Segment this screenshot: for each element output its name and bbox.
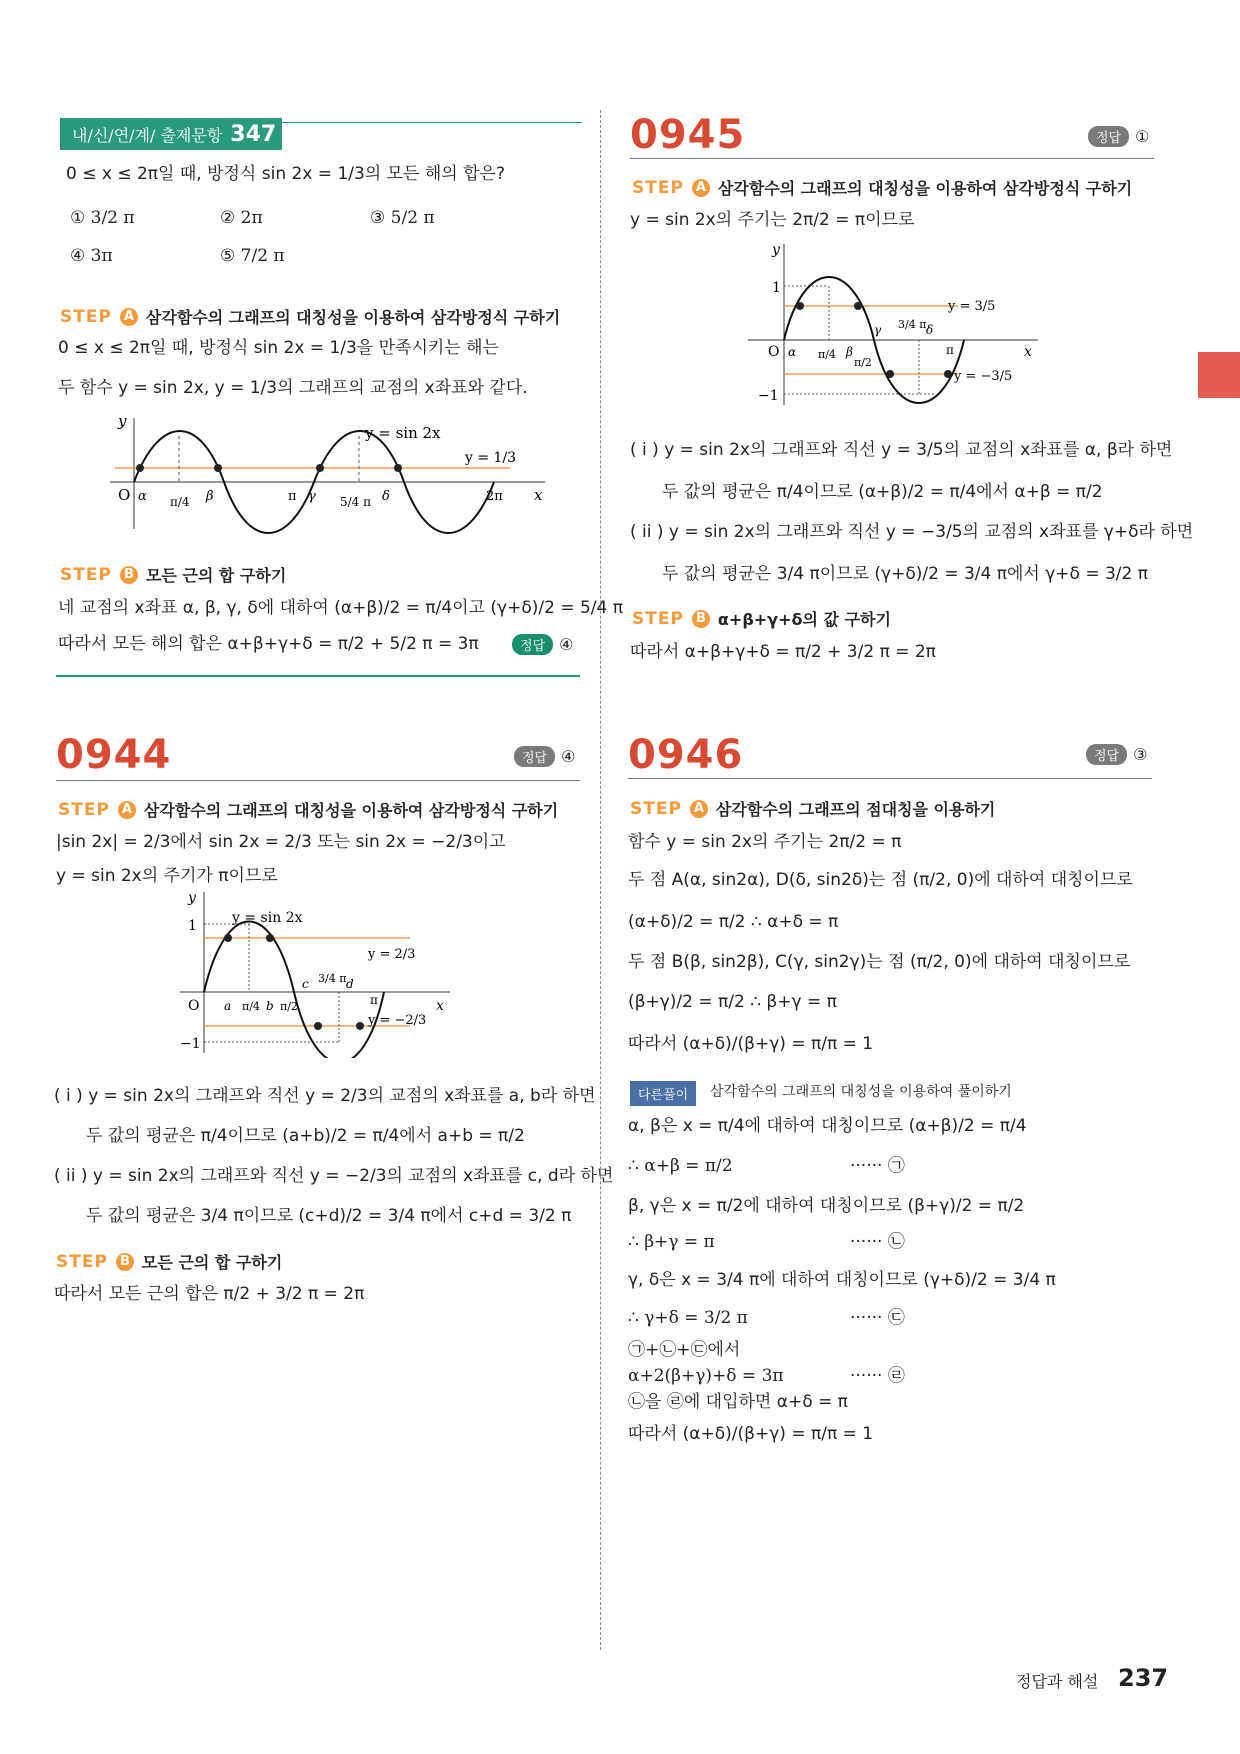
p0945-line6: 따라서 α+β+γ+δ = π/2 + 3/2 π = 2π (630, 642, 936, 662)
choice-2: ② 2π (220, 208, 263, 228)
stepA-0945 (632, 176, 1132, 199)
stepA-0944 (58, 798, 558, 821)
lower-label: y = −3/5 (954, 369, 1013, 384)
tick-pi4: π/4 (242, 1000, 260, 1013)
answer-value: ③ (1133, 745, 1148, 764)
point-gamma (886, 370, 894, 378)
point-b (266, 934, 274, 942)
step-letter: A (690, 800, 708, 818)
choice-3: ③ 5/2 π (370, 208, 435, 228)
left-line4: 따라서 모든 해의 합은 α+β+γ+δ = π/2 + 5/2 π = 3π (58, 634, 479, 654)
alt-solution-tag: 다른풀이 (630, 1081, 696, 1106)
p0944-line2: y = sin 2x의 주기가 π이므로 (56, 866, 278, 886)
step-letter: B (120, 566, 138, 584)
step-letter: B (116, 1253, 134, 1271)
point-a (224, 934, 232, 942)
tick-pi: π (288, 489, 297, 504)
tick-gamma: γ (874, 323, 882, 337)
alt-line9: ㉡을 ㉣에 대입하면 α+δ = π (628, 1392, 848, 1412)
tick-pi4: π/4 (818, 348, 836, 361)
tick-pi: π (946, 343, 954, 357)
rule-0944 (56, 780, 580, 781)
answer-0945 (1088, 126, 1149, 147)
left-stepA (60, 305, 560, 328)
x-label: x (436, 998, 444, 1014)
choice-5: ⑤ 7/2 π (220, 246, 285, 266)
bottom-label: −1 (180, 1036, 201, 1052)
graph-0944 (180, 888, 460, 1058)
header-number: 347 (230, 121, 277, 147)
p0944-line7: 따라서 모든 근의 합은 π/2 + 3/2 π = 2π (54, 1284, 365, 1304)
step-title: 삼각함수의 그래프의 대칭성을 이용하여 삼각방정식 구하기 (145, 308, 561, 327)
step-title: 모든 근의 합 구하기 (145, 566, 287, 585)
answer-badge: 정답 (514, 746, 555, 767)
step-label: STEP (56, 1251, 108, 1272)
answer-value: ④ (559, 635, 574, 654)
step-title: 삼각함수의 그래프의 대칭성을 이용하여 삼각방정식 구하기 (717, 179, 1133, 198)
y-label: y (118, 414, 127, 430)
alt-line4: ∴ β+γ = π (628, 1232, 715, 1252)
p0946-line3: (α+δ)/2 = π/2 ∴ α+δ = π (628, 912, 839, 932)
point-delta (944, 370, 952, 378)
alt-line2: ∴ α+β = π/2 (628, 1156, 733, 1176)
p0945-line1: y = sin 2x의 주기는 2π/2 = π이므로 (630, 210, 915, 230)
header-banner (60, 118, 282, 150)
alt-solution-title: 삼각함수의 그래프의 대칭성을 이용하여 풀이하기 (710, 1084, 1012, 1100)
tick-beta: β (206, 489, 214, 504)
point-beta (854, 302, 862, 310)
footer-page-number: 237 (1118, 1664, 1169, 1692)
problem-number-0946: 0946 (628, 732, 744, 778)
y-label: y (772, 242, 780, 258)
bottom-label: −1 (758, 388, 779, 404)
p0946-line6: 따라서 (α+δ)/(β+γ) = π/π = 1 (628, 1034, 874, 1054)
left-line3: 네 교점의 x좌표 α, β, γ, δ에 대하여 (α+β)/2 = π/4이고 (γ+δ)/2 = 5/4 π (58, 598, 623, 618)
footer-label: 정답과 해설 (1016, 1672, 1099, 1691)
p0946-line2: 두 점 A(α, sin2α), D(δ, sin2δ)는 점 (π/2, 0)에 대하여 대칭이므로 (628, 870, 1133, 890)
lower-label: y = −2/3 (368, 1013, 427, 1028)
p0944-line3: ( i ) y = sin 2x의 그래프와 직선 y = 2/3의 교점의 x좌표를 a, b라 하면 (54, 1086, 596, 1106)
alt-line7: ㉠+㉡+㉢에서 (628, 1340, 741, 1360)
tick-3pi4: 3/4 π (318, 972, 347, 985)
left-stepB (60, 563, 286, 586)
answer-badge: 정답 (1088, 126, 1129, 147)
origin-label: O (188, 998, 200, 1014)
point-delta (394, 464, 402, 472)
tick-2pi: 2π (486, 489, 503, 504)
tick-alpha: α (138, 489, 147, 504)
upper-label: y = 2/3 (368, 947, 416, 962)
p0945-line5: 두 값의 평균은 3/4 π이므로 (γ+δ)/2 = 3/4 π에서 γ+δ = 3/2 π (662, 564, 1148, 584)
chapter-side-tab (1198, 352, 1240, 398)
origin-label: O (768, 344, 780, 360)
upper-label: y = 3/5 (948, 299, 996, 314)
top-label: 1 (188, 918, 197, 934)
tick-c: c (302, 977, 309, 991)
point-alpha (136, 464, 144, 472)
point-beta (214, 464, 222, 472)
alt-line1: α, β은 x = π/4에 대하여 대칭이므로 (α+β)/2 = π/4 (628, 1116, 1027, 1136)
p0946-line4: 두 점 B(β, sin2β), C(γ, sin2γ)는 점 (π/2, 0)에 대하여 대칭이므로 (628, 952, 1131, 972)
step-label: STEP (632, 608, 684, 629)
point-c (314, 1022, 322, 1030)
column-divider (600, 110, 601, 1650)
tick-b: b (266, 999, 274, 1013)
p0946-line1: 함수 y = sin 2x의 주기는 2π/2 = π (628, 832, 902, 852)
alt-line3: β, γ은 x = π/2에 대하여 대칭이므로 (β+γ)/2 = π/2 (628, 1196, 1025, 1216)
tick-pi2: π/2 (854, 356, 872, 369)
alt-line8: α+2(β+γ)+δ = 3π (628, 1366, 784, 1386)
point-alpha (796, 302, 804, 310)
left-line1: 0 ≤ x ≤ 2π일 때, 방정식 sin 2x = 1/3을 만족시키는 해는 (58, 338, 499, 358)
p0944-line5: ( ii ) y = sin 2x의 그래프와 직선 y = −2/3의 교점의 x좌표를 c, d라 하면 (54, 1166, 614, 1186)
graph-0945 (748, 240, 1048, 410)
origin-label: O (118, 486, 131, 504)
curve-label: y = sin 2x (232, 910, 303, 926)
tick-delta: δ (382, 489, 390, 504)
p0944-line4: 두 값의 평균은 π/4이므로 (a+b)/2 = π/4에서 a+b = π/2 (86, 1126, 525, 1146)
alt-mark-1: ······ ㉠ (850, 1156, 905, 1176)
step-title: 삼각함수의 그래프의 점대칭을 이용하기 (715, 800, 996, 819)
line-label: y = 1/3 (465, 450, 517, 466)
tick-gamma: γ (308, 489, 316, 504)
alt-mark-4: ······ ㉣ (850, 1366, 905, 1386)
step-title: 삼각함수의 그래프의 대칭성을 이용하여 삼각방정식 구하기 (143, 801, 559, 820)
alt-line10: 따라서 (α+δ)/(β+γ) = π/π = 1 (628, 1424, 874, 1444)
left-top-bottom-rule (56, 675, 580, 677)
rule-0945 (630, 158, 1154, 159)
step-label: STEP (60, 306, 112, 327)
step-title: α+β+γ+δ의 값 구하기 (717, 610, 891, 629)
step-letter: A (120, 308, 138, 326)
answer-0944 (514, 746, 575, 767)
step-letter: B (692, 610, 710, 628)
x-label: x (534, 486, 543, 504)
step-label: STEP (60, 564, 112, 585)
answer-value: ① (1135, 127, 1150, 146)
p0946-line5: (β+γ)/2 = π/2 ∴ β+γ = π (628, 992, 837, 1012)
stepB-0944 (56, 1250, 282, 1273)
step-label: STEP (630, 798, 682, 819)
left-graph (100, 414, 550, 534)
p0944-line1: |sin 2x| = 2/3에서 sin 2x = 2/3 또는 sin 2x = −2/3이고 (56, 832, 506, 852)
tick-3pi4: 3/4 π (898, 318, 927, 331)
choice-1: ① 3/2 π (70, 208, 135, 228)
alt-line5: γ, δ은 x = 3/4 π에 대하여 대칭이므로 (γ+δ)/2 = 3/4 π (628, 1270, 1056, 1290)
step-letter: A (692, 179, 710, 197)
stepA-0946 (630, 797, 995, 820)
choice-4: ④ 3π (70, 246, 113, 266)
left-line2: 두 함수 y = sin 2x, y = 1/3의 그래프의 교점의 x좌표와 같다. (58, 378, 528, 398)
p0945-line4: ( ii ) y = sin 2x의 그래프와 직선 y = −3/5의 교점의 x좌표를 γ+δ라 하면 (630, 522, 1194, 542)
tick-pi2: π/2 (280, 1000, 298, 1013)
tick-pi4: π/4 (170, 495, 190, 509)
step-letter: A (118, 801, 136, 819)
answer-badge: 정답 (1086, 744, 1127, 765)
point-d (356, 1022, 364, 1030)
tick-pi: π (370, 993, 378, 1007)
alt-line6: ∴ γ+δ = 3/2 π (628, 1308, 748, 1328)
y-label: y (188, 890, 196, 906)
left-answer (512, 634, 573, 655)
answer-badge: 정답 (512, 634, 553, 655)
stepB-0945 (632, 607, 891, 630)
top-label: 1 (772, 280, 781, 296)
curve-label: y = sin 2x (365, 424, 441, 442)
p0944-line6: 두 값의 평균은 3/4 π이므로 (c+d)/2 = 3/4 π에서 c+d = 3/2 π (86, 1206, 572, 1226)
step-label: STEP (58, 799, 110, 820)
tick-delta: δ (926, 323, 934, 337)
problem-question: 0 ≤ x ≤ 2π일 때, 방정식 sin 2x = 1/3의 모든 해의 합은? (66, 164, 505, 184)
rule-0946 (628, 778, 1152, 779)
alt-mark-2: ······ ㉡ (850, 1232, 905, 1252)
alt-mark-3: ······ ㉢ (850, 1308, 905, 1328)
point-gamma (316, 464, 324, 472)
header-rule (282, 122, 582, 123)
tick-alpha: α (788, 345, 797, 359)
answer-0946 (1086, 744, 1147, 765)
problem-number-0944: 0944 (56, 732, 172, 778)
step-label: STEP (632, 177, 684, 198)
step-title: 모든 근의 합 구하기 (141, 1253, 283, 1272)
x-label: x (1024, 344, 1032, 360)
answer-value: ④ (561, 747, 576, 766)
sine-curve (204, 922, 384, 1059)
header-label: 내/신/연/계/ 출제문항 (72, 125, 223, 145)
tick-beta: β (846, 345, 853, 359)
tick-a: a (224, 999, 232, 1013)
p0945-line3: 두 값의 평균은 π/4이므로 (α+β)/2 = π/4에서 α+β = π/2 (662, 482, 1103, 502)
tick-d: d (346, 977, 354, 991)
p0945-line2: ( i ) y = sin 2x의 그래프와 직선 y = 3/5의 교점의 x좌표를 α, β라 하면 (630, 440, 1173, 460)
problem-number-0945: 0945 (630, 112, 746, 158)
tick-5pi4: 5/4 π (340, 495, 372, 509)
